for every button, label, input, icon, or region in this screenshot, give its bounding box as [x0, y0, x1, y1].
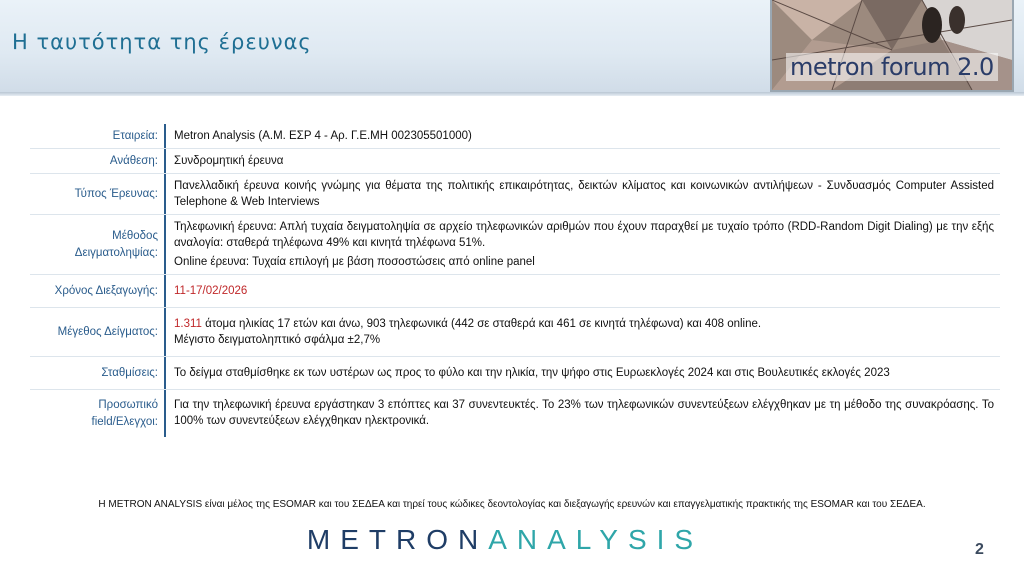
- row-label: Εταιρεία:: [30, 124, 166, 148]
- brand-part1: METRON: [306, 524, 489, 555]
- row-label: Χρόνος Διεξαγωγής:: [30, 275, 166, 307]
- row-label: [30, 390, 166, 437]
- row-value: Για την τηλεφωνική έρευνα εργάστηκαν 3 επόπτες και 37 συνεντευκτές. Το 23% των τηλεφωνικών συνεντεύξεων ελέγχθηκαν με τη μέθοδο της συνακρόασης. Το 100% των συνεντεύξεων ελέγχθηκαν ηλεκτρονικά.: [174, 399, 994, 427]
- row-value-line2: Online έρευνα: Τυχαία επιλογή με βάση ποσοστώσεις από online panel: [174, 256, 535, 268]
- row-value: [166, 308, 1000, 356]
- row-label: Ανάθεση:: [30, 149, 166, 173]
- row-sampling-method: [30, 215, 1000, 275]
- row-label-line2: field/Ελεγχοι:: [91, 415, 158, 428]
- row-value: Πανελλαδική έρευνα κοινής γνώμης για θέματα της πολιτικής επικαιρότητας, δεικτών κλίματος και κοινωνικών αντιλήψεων - Συνδυασμός Computer Assisted Telephone & Web Interviews: [174, 180, 994, 208]
- row-value: Metron Analysis (Α.Μ. ΕΣΡ 4 - Αρ. Γ.Ε.ΜΗ 002305501000): [174, 130, 472, 142]
- page-title: Η ταυτότητα της έρευνας: [12, 30, 312, 54]
- row-value: 11-17/02/2026: [174, 285, 248, 297]
- row-label: Τύπος Έρευνας:: [30, 174, 166, 214]
- row-value-line1: [174, 316, 994, 332]
- row-sample-size: [30, 308, 1000, 357]
- survey-info-table: [30, 124, 1000, 437]
- row-survey-type: [30, 174, 1000, 215]
- row-label-line1: Προσωπικό: [98, 398, 158, 411]
- row-weighting: [30, 357, 1000, 390]
- row-company: [30, 124, 1000, 149]
- logo-text: metron forum 2.0: [786, 53, 998, 81]
- row-label-line2: Δειγματοληψίας:: [74, 246, 158, 259]
- header-divider: [0, 92, 1024, 96]
- row-value: Συνδρομητική έρευνα: [174, 155, 284, 167]
- row-label: Μέγεθος Δείγματος:: [30, 308, 166, 356]
- sample-size-text: άτομα ηλικίας 17 ετών και άνω, 903 τηλεφωνικά (442 σε σταθερά και 461 σε κινητά τηλέφωνα) και 408 online.: [201, 318, 762, 330]
- row-value-line2: Μέγιστο δειγματοληπτικό σφάλμα ±2,7%: [174, 334, 381, 346]
- membership-note: Η METRON ANALYSIS είναι μέλος της ESOMAR και του ΣΕΔΕΑ και τηρεί τους κώδικες δεοντολογίας και διεξαγωγής ερευνών και επαγγελματικής πρακτικής της ESOMAR και του ΣΕΔΕΑ.: [98, 499, 926, 510]
- metron-analysis-logo: [0, 522, 1010, 558]
- row-value: [166, 215, 1000, 274]
- row-value: Το δείγμα σταθμίσθηκε εκ των υστέρων ως προς το φύλο και την ηλικία, την ψήφο στις Ευρωεκλογές 2024 και στις Βουλευτικές εκλογές 2023: [174, 367, 890, 379]
- row-assignment: [30, 149, 1000, 174]
- brand-part2: ANALYSIS: [488, 524, 704, 555]
- row-period: [30, 275, 1000, 308]
- sample-size-number: 1.311: [174, 318, 202, 330]
- page-number: 2: [975, 541, 984, 558]
- row-value-line1: Τηλεφωνική έρευνα: Απλή τυχαία δειγματοληψία σε αρχείο τηλεφωνικών αριθμών που έχουν παραχθεί με τυχαίο τρόπο (RDD-Random Digit Dialing) με την εξής αναλογία: σταθερά τηλέφωνα 49% και κινητά τηλέφωνα 51%.: [174, 221, 994, 249]
- row-field-staff: [30, 390, 1000, 437]
- forum-logo: [770, 0, 1014, 92]
- row-label: Σταθμίσεις:: [30, 357, 166, 389]
- row-label-line1: Μέθοδος: [112, 229, 158, 242]
- row-label: [30, 215, 166, 274]
